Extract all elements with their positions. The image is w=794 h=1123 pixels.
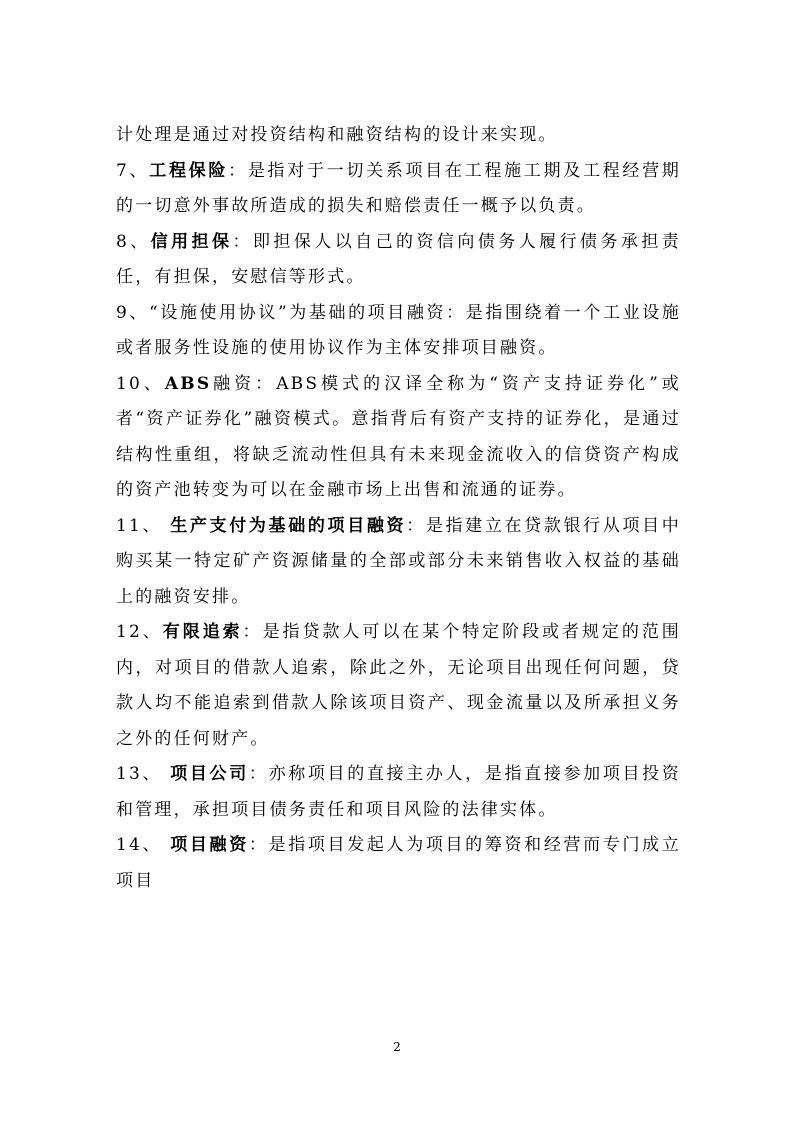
item-number: 14、 (116, 835, 171, 855)
paragraph-item-7 (116, 154, 681, 225)
paragraph-item-10 (116, 367, 681, 509)
definition-text: 是指围绕着一个工业设施或者服务性设施的使用协议作为主体安排项目融资。 (116, 302, 681, 358)
paragraph-continuation (116, 118, 681, 154)
definition-text: 是指建立在贷款银行从项目中购买某一特定矿产资源储量的全部或部分未来销售收入权益的基础上的融资安排。 (116, 515, 682, 607)
term-engineering-insurance: 工程保险 (149, 160, 229, 181)
paragraph-item-14 (116, 828, 681, 899)
term-project-financing: 项目融资 (170, 835, 249, 855)
term-separator: ： (406, 515, 426, 536)
term-credit-guarantee: 信用担保 (150, 231, 233, 252)
paragraph-item-13 (116, 757, 681, 828)
item-number: 7、 (116, 160, 150, 181)
term-production-payment-financing: 生产支付为基础的项目融资 (170, 515, 407, 536)
paragraph-item-12 (116, 615, 681, 757)
item-number: 8、 (116, 231, 151, 252)
definition-text: 即担保人以自己的资信向债务人履行债务承担责任，有担保，安慰信等形式。 (116, 231, 681, 287)
definition-text: ABS模式的汉译全称为“资产支持证券化”或者“资产证券化”融资模式。意指背后有资产支持的证券化，是通过结构性重组，将缺乏流动性但具有未来现金流收入的信贷资产构成的资产池转变为可以在金融市场上出售和流通的证券。 (116, 373, 681, 500)
paragraph-body: 计处理是通过对投资结构和融资结构的设计来实现。 (116, 125, 558, 145)
item-number: 10、 (116, 373, 165, 394)
item-number: 11、 (116, 515, 171, 536)
term-separator: ： (248, 835, 269, 855)
term-separator: ： (248, 764, 269, 784)
item-number-and-term: 9、“设施使用协议”为基础的项目融资 (116, 302, 447, 323)
definition-text: 是指贷款人可以在某个特定阶段或者规定的范围内，对项目的借款人追索，除此之外，无论项目出现任何问题，贷款人均不能追索到借款人除该项目资产、现金流量以及所承担义务之外的任何财产。 (116, 622, 681, 749)
term-separator: ： (232, 231, 253, 252)
term-limited-recourse: 有限追索 (162, 622, 243, 642)
paragraph-item-9 (116, 296, 681, 367)
document-body (116, 118, 681, 899)
term-separator: 融资： (211, 373, 277, 394)
item-number: 13、 (116, 764, 171, 784)
term-project-company: 项目公司 (170, 764, 249, 784)
paragraph-item-11 (116, 509, 681, 616)
definition-text: 是指项目发起人为项目的筹资和经营而专门成立项目 (116, 835, 682, 891)
term-separator: ： (242, 622, 263, 642)
term-separator: ： (228, 160, 248, 181)
term-separator: ： (446, 302, 466, 323)
item-number: 12、 (116, 622, 163, 642)
page-number: 2 (393, 1040, 401, 1054)
term-abs: ABS (164, 373, 212, 394)
definition-text: 亦称项目的直接主办人，是指直接参加项目投资和管理，承担项目债务责任和项目风险的法律实体。 (116, 764, 682, 820)
paragraph-item-8 (116, 225, 681, 296)
definition-text: 是指对于一切关系项目在工程施工期及工程经营期的一切意外事故所造成的损失和赔偿责任一概予以负责。 (116, 160, 681, 216)
